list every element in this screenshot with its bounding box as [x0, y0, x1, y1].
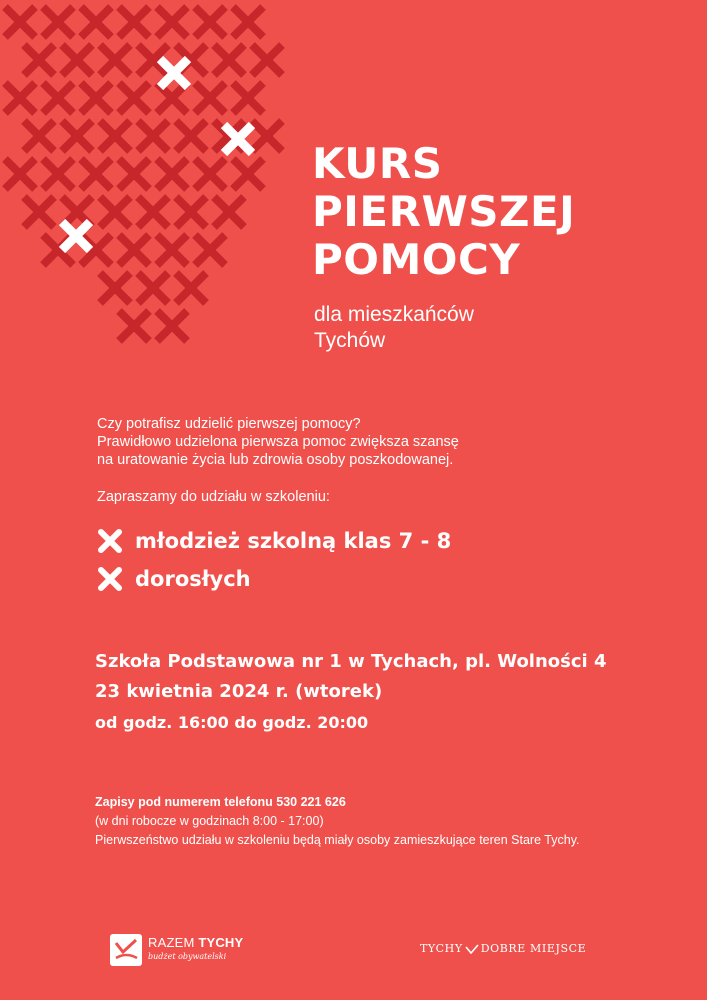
intro-line-2: Prawidłowo udzielona pierwsza pomoc zwiększa szansę — [97, 434, 459, 450]
target-item — [97, 522, 451, 560]
signup-priority: Pierwszeństwo udziału w szkoleniu będą miały osoby zamieszkujące teren Stare Tychy. — [95, 833, 580, 847]
event-place: Szkoła Podstawowa nr 1 w Tychach, pl. Wolności 4 — [95, 651, 607, 672]
event-details — [95, 648, 607, 738]
razem-tychy-emblem-icon — [110, 934, 142, 966]
invite-text: Zapraszamy do udziału w szkoleniu: — [97, 489, 330, 505]
logo-razem-word: RAZEM — [148, 935, 195, 950]
subtitle-line-2: Tychów — [314, 329, 386, 352]
intro-paragraph — [97, 415, 459, 469]
x-mark-icon — [97, 528, 123, 554]
subtitle-line-1: dla mieszkańców — [314, 303, 474, 326]
subtitle — [314, 302, 474, 354]
target-label: dorosłych — [135, 567, 251, 591]
event-date: 23 kwietnia 2024 r. (wtorek) — [95, 681, 383, 702]
logo-tychy-word: TYCHY — [198, 935, 244, 950]
signup-hours-note: (w dni robocze w godzinach 8:00 - 17:00) — [95, 814, 324, 828]
x-mark-icon — [97, 566, 123, 592]
checkmark-icon — [465, 944, 479, 954]
razem-tychy-logo — [110, 934, 243, 966]
signup-phone: Zapisy pod numerem telefonu 530 221 626 — [95, 795, 346, 809]
intro-line-3: na uratowanie życia lub zdrowia osoby poszkodowanej. — [97, 452, 454, 468]
logo-tychy-left: TYCHY — [420, 942, 463, 955]
page-title — [312, 140, 575, 284]
intro-line-1: Czy potrafisz udzielić pierwszej pomocy? — [97, 416, 361, 432]
logo-razem-subtitle: budżet obywatelski — [148, 952, 227, 961]
signup-info — [95, 793, 580, 850]
title-line-1: KURS — [312, 139, 443, 188]
target-item — [97, 560, 451, 598]
title-line-2: PIERWSZEJ — [312, 187, 576, 236]
title-line-3: POMOCY — [312, 235, 521, 284]
target-label: młodzież szkolną klas 7 - 8 — [135, 529, 452, 553]
cross-stitch-pattern-icon — [0, 0, 290, 370]
target-groups — [97, 522, 451, 598]
logo-tychy-right: DOBRE MIEJSCE — [480, 942, 587, 955]
tychy-dobre-miejsce-logo — [420, 942, 586, 955]
event-hours: od godz. 16:00 do godz. 20:00 — [95, 713, 369, 732]
